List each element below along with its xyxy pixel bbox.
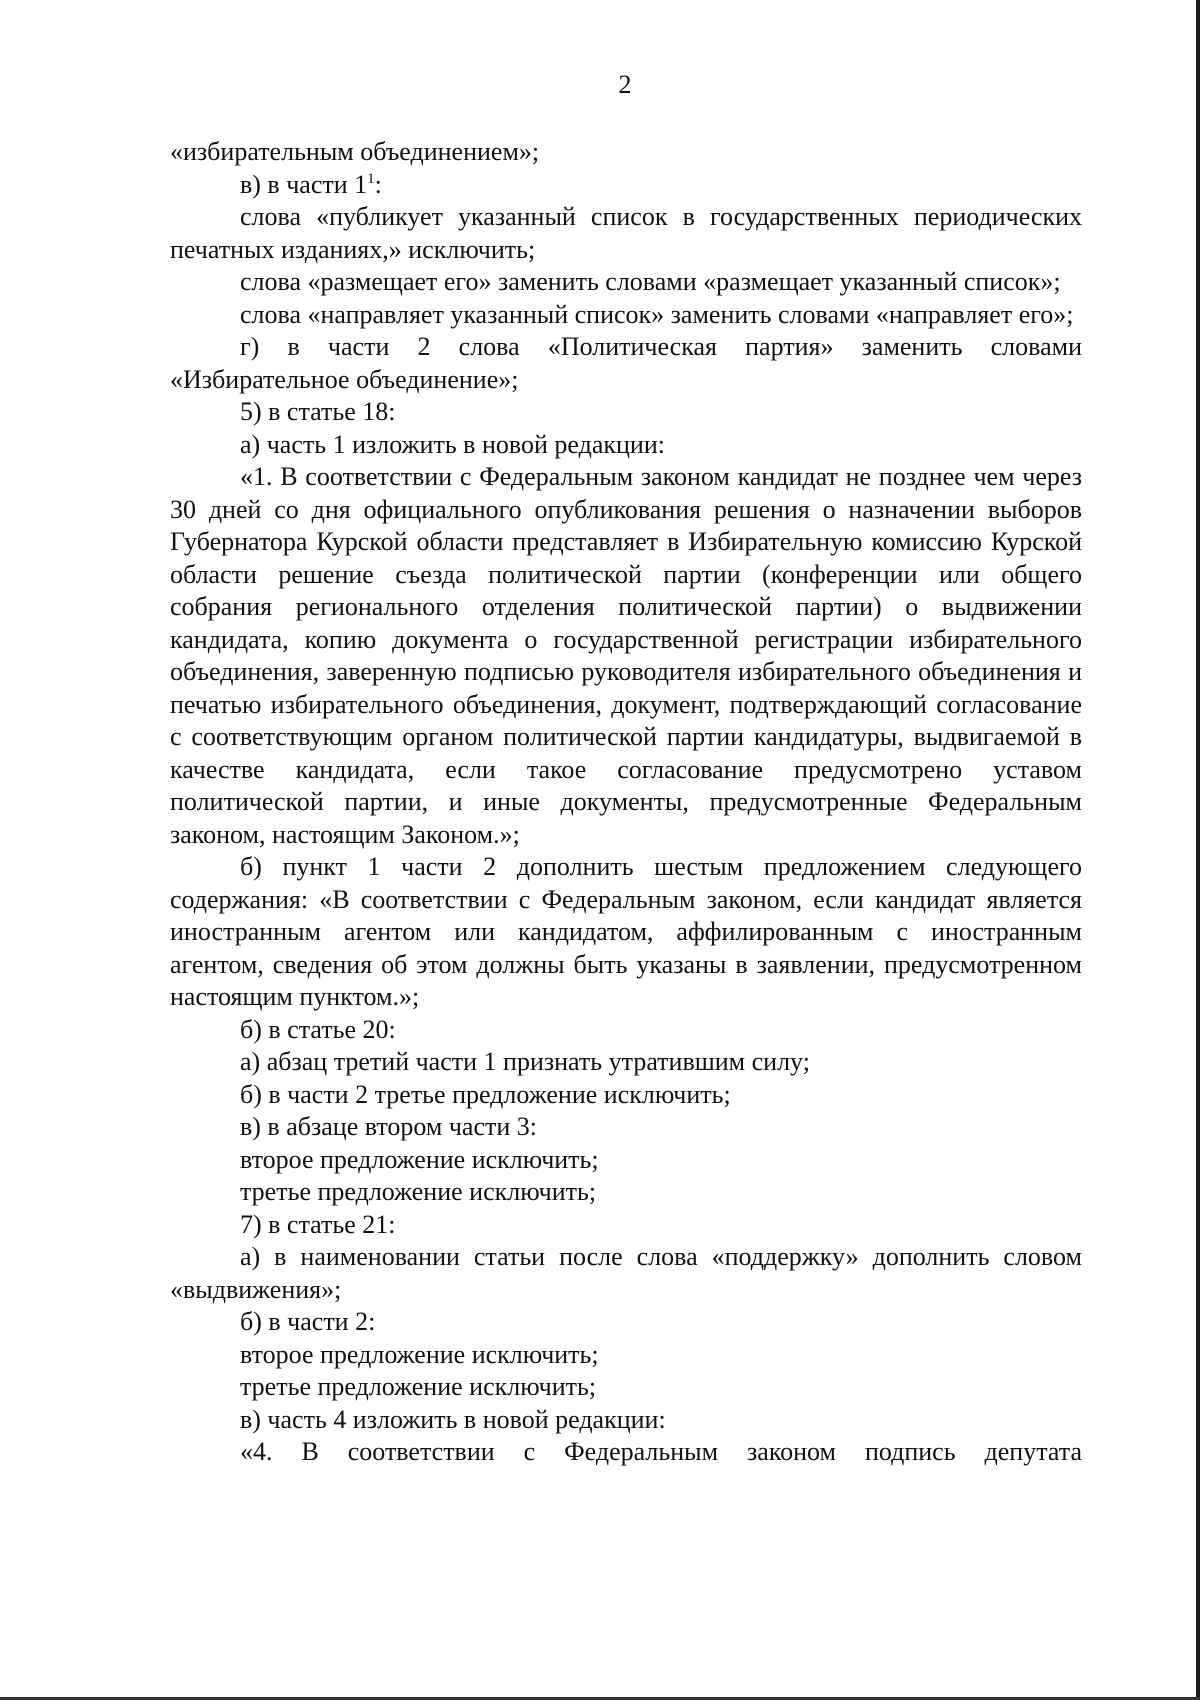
paragraph <box>170 1436 1082 1469</box>
paragraph-text: в) в абзаце втором части 3: <box>240 1112 538 1141</box>
paragraph <box>170 429 1082 462</box>
page-number: 2 <box>618 70 632 99</box>
paragraph <box>170 136 1082 169</box>
paragraph-text: а) абзац третий части 1 признать утратившим силу; <box>240 1047 810 1076</box>
paragraph-text: б) пункт 1 части 2 дополнить шестым предложением следующего содержания: «В соответствии с Федеральным законом, если кандидат является иностранным агентом или кандидатом, аффилированным с иностранным агентом, сведения об этом должны быть указаны в заявлении, предусмотренном настоящим пунктом.»; <box>170 852 1082 1011</box>
paragraph <box>170 1014 1082 1047</box>
paragraph <box>170 461 1082 851</box>
paragraph <box>170 1404 1082 1437</box>
document-body <box>170 136 1082 1469</box>
paragraph <box>170 1144 1082 1177</box>
paragraph-text: г) в части 2 слова «Политическая партия» заменить словами «Избирательное объединение»; <box>170 332 1082 394</box>
paragraph-text: а) в наименовании статьи после слова «поддержку» дополнить словом «выдвижения»; <box>170 1242 1082 1304</box>
paragraph <box>170 1306 1082 1339</box>
paragraph-text: третье предложение исключить; <box>240 1372 597 1401</box>
paragraph <box>170 1111 1082 1144</box>
paragraph-text: б) в части 2: <box>240 1307 376 1336</box>
paragraph-text: «1. В соответствии с Федеральным законом кандидат не позднее чем через 30 дней со дня официального опубликования решения о назначении выборов Губернатора Курской области представляет в Избирательную комиссию Курской области решение съезда политической партии (конференции или общего собрания регионального отделения политической партии) о выдвижении кандидата, копию документа о государственной регистрации избирательного объединения, заверенную подписью руководителя избирательного объединения и печатью избирательного объединения, документ, подтверждающий согласование с соответствующим органом политической партии кандидатуры, выдвигаемой в качестве кандидата, если такое согласование предусмотрено уставом политической партии, и иные документы, предусмотренные Федеральным законом, настоящим Законом.»; <box>170 462 1082 849</box>
paragraph-text: слова «направляет указанный список» заменить словами «направляет его»; <box>240 299 1074 329</box>
scan-edge-right <box>1196 0 1200 1700</box>
paragraph <box>170 331 1082 396</box>
paragraph-text: 7) в статье 21: <box>240 1209 396 1239</box>
paragraph <box>170 851 1082 1014</box>
paragraph-text: второе предложение исключить; <box>240 1339 599 1369</box>
paragraph <box>170 396 1082 429</box>
paragraph-text: в) часть 4 изложить в новой редакции: <box>240 1404 666 1434</box>
paragraph <box>170 1079 1082 1112</box>
paragraph-text: «4. В соответствии с Федеральным законом подпись депутата <box>240 1437 1082 1466</box>
paragraph <box>170 1371 1082 1404</box>
paragraph <box>170 1241 1082 1306</box>
paragraph <box>170 1339 1082 1372</box>
paragraph <box>170 169 1082 202</box>
paragraph-text: слова «размещает его» заменить словами «размещает указанный список»; <box>240 267 1061 296</box>
paragraph-text: в) в части 1 <box>240 169 368 199</box>
paragraph-text: а) часть 1 изложить в новой редакции: <box>240 429 665 459</box>
paragraph <box>170 299 1082 332</box>
paragraph <box>170 1046 1082 1079</box>
paragraph-text: б) в статье 20: <box>240 1014 396 1044</box>
superscript: 1 <box>367 170 375 187</box>
paragraph-text: слова «публикует указанный список в государственных периодических печатных изданиях,» исключить; <box>170 202 1082 264</box>
paragraph-text: третье предложение исключить; <box>240 1177 597 1206</box>
paragraph-text-tail: : <box>374 169 382 199</box>
paragraph <box>170 201 1082 266</box>
paragraph <box>170 1209 1082 1242</box>
paragraph-text: «избирательным объединением»; <box>170 137 540 166</box>
paragraph-text: второе предложение исключить; <box>240 1144 599 1174</box>
paragraph <box>170 1176 1082 1209</box>
paragraph-text: б) в части 2 третье предложение исключить; <box>240 1079 731 1109</box>
paragraph <box>170 266 1082 299</box>
paragraph-text: 5) в статье 18: <box>240 397 396 426</box>
